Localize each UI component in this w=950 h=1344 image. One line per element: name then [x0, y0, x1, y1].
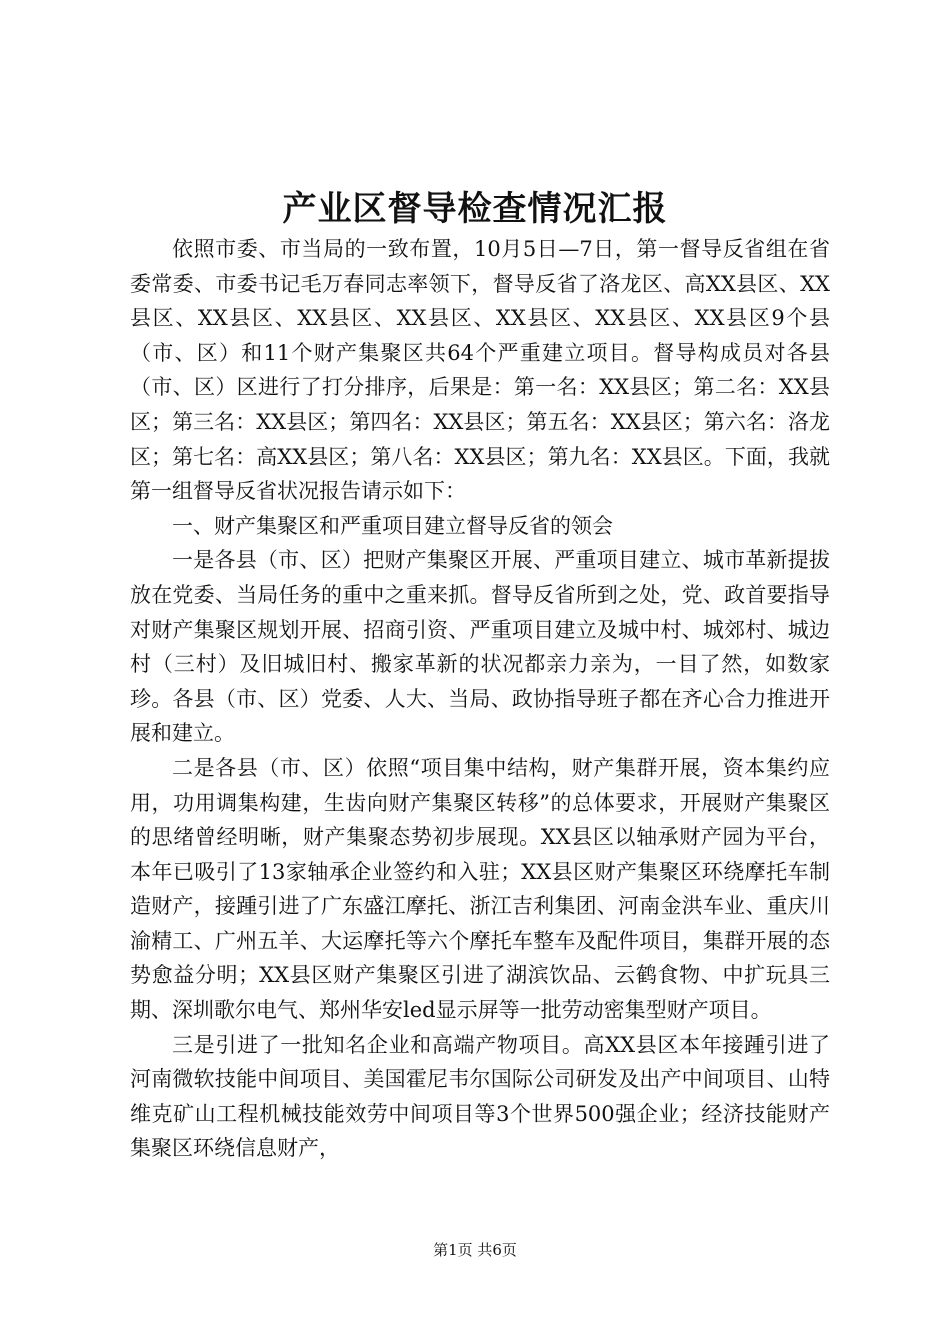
paragraph-point-one: 一是各县（市、区）把财产集聚区开展、严重项目建立、城市革新提拔放在党委、当局任务的重中之重来抓。督导反省所到之处，党、政首要指导对财产集聚区规划开展、招商引资、严重项目建立及城中村、城郊村、城边村（三村）及旧城旧村、搬家革新的状况都亲力亲为，一目了然，如数家珍。各县（市、区）党委、人大、当局、政协指导班子都在齐心合力推进开展和建立。 [130, 548, 830, 746]
paragraph-point-three: 三是引进了一批知名企业和高端产物项目。高XX县区本年接踵引进了河南微软技能中间项目、美国霍尼韦尔国际公司研发及出产中间项目、山特维克矿山工程机械技能效劳中间项目等3个世界500强企业；经济技能财产集聚区环绕信息财产， [130, 1032, 830, 1161]
document-title: 产业区督导检查情况汇报 [282, 189, 668, 229]
page-number-footer: 第1页 共6页 [433, 1241, 517, 1259]
document-body [130, 232, 830, 1166]
paragraph-point-two: 二是各县（市、区）依照“项目集中结构，财产集群开展，资本集约应用，功用调集构建，生齿向财产集聚区转移”的总体要求，开展财产集聚区的思绪曾经明晰，财产集聚态势初步展现。XX县区以轴承财产园为平台，本年已吸引了13家轴承企业签约和入驻；XX县区财产集聚区环绕摩托车制造财产，接踵引进了广东盛江摩托、浙江吉利集团、河南金洪车业、重庆川渝精工、广州五羊、大运摩托等六个摩托车整车及配件项目，集群开展的态势愈益分明；XX县区财产集聚区引进了湖滨饮品、云鹤食物、中扩玩具三期、深圳歌尔电气、郑州华安led显示屏等一批劳动密集型财产项目。 [130, 755, 830, 1023]
section-heading: 一、财产集聚区和严重项目建立督导反省的领会 [172, 513, 613, 538]
paragraph-intro: 依照市委、市当局的一致布置，10月5日—7日，第一督导反省组在省委常委、市委书记毛万春同志率领下，督导反省了洛龙区、高XX县区、XX县区、XX县区、XX县区、XX县区、XX县区、XX县区、XX县区9个县（市、区）和11个财产集聚区共64个严重建立项目。督导构成员对各县（市、区）区进行了打分排序，后果是：第一名：XX县区；第二名：XX县区；第三名：XX县区；第四名：XX县区；第五名：XX县区；第六名：洛龙区；第七名：高XX县区；第八名：XX县区；第九名：XX县区。下面，我就第一组督导反省状况报告请示如下： [130, 237, 830, 504]
